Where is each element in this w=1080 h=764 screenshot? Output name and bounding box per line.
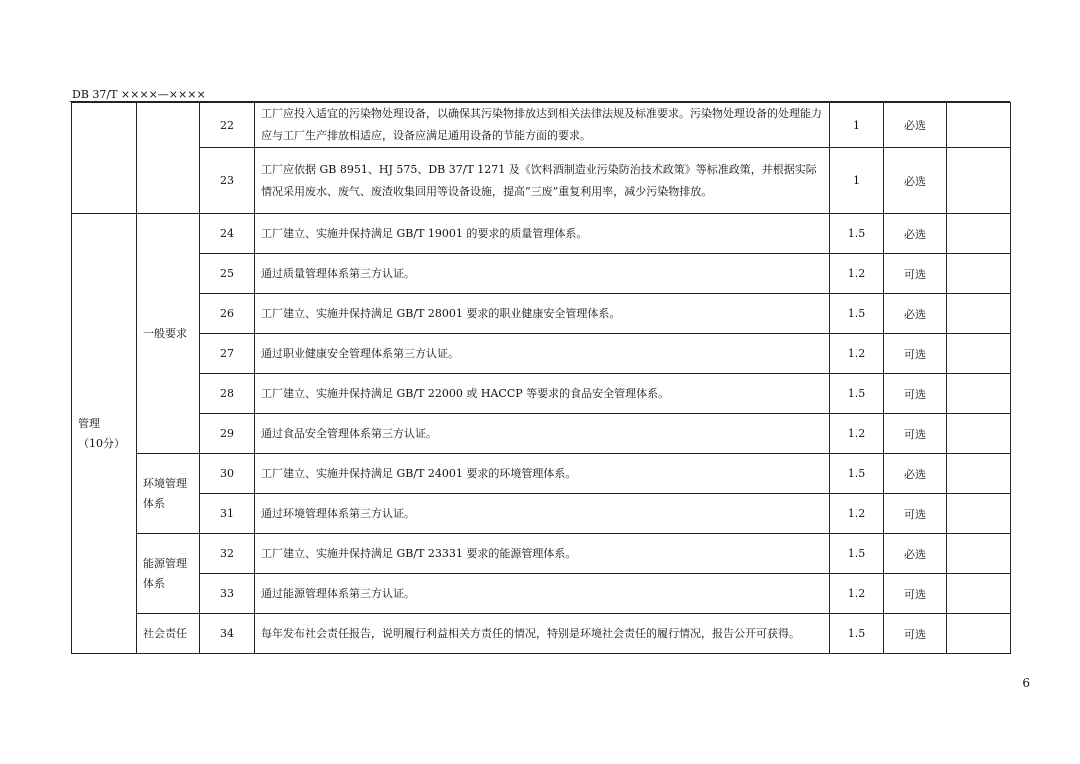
row-number: 27 (200, 334, 255, 374)
score-value: 1.2 (830, 254, 884, 294)
subcategory-energy-line2: 体系 (143, 576, 165, 590)
requirement-type: 可选 (884, 494, 947, 534)
requirement-type: 必选 (884, 534, 947, 574)
requirement-type: 必选 (884, 454, 947, 494)
table-row (72, 614, 1011, 654)
score-value: 1.2 (830, 414, 884, 454)
row-number: 23 (200, 148, 255, 214)
table-row (72, 494, 1011, 534)
requirement-text: 工厂应投入适宜的污染物处理设备，以确保其污染物排放达到相关法律法规及标准要求。污染物处理设备的处理能力应与工厂生产排放相适应，设备应满足通用设备的节能方面的要求。 (255, 103, 830, 148)
requirement-text: 通过职业健康安全管理体系第三方认证。 (255, 334, 830, 374)
subcategory-general: 一般要求 (137, 214, 200, 454)
table-row (72, 103, 1011, 148)
table-row (72, 414, 1011, 454)
requirement-type: 可选 (884, 574, 947, 614)
evaluation-table (71, 102, 1011, 654)
requirement-text: 每年发布社会责任报告，说明履行利益相关方责任的情况，特别是环境社会责任的履行情况，报告公开可获得。 (255, 614, 830, 654)
table-row (72, 374, 1011, 414)
score-value: 1.2 (830, 574, 884, 614)
row-number: 26 (200, 294, 255, 334)
table-row (72, 454, 1011, 494)
self-eval-cell (947, 574, 1011, 614)
requirement-text: 通过食品安全管理体系第三方认证。 (255, 414, 830, 454)
table-row (72, 574, 1011, 614)
table-row (72, 334, 1011, 374)
score-value: 1.5 (830, 374, 884, 414)
requirement-text: 工厂建立、实施并保持满足 GB/T 22000 或 HACCP 等要求的食品安全管理体系。 (255, 374, 830, 414)
self-eval-cell (947, 214, 1011, 254)
score-value: 1 (830, 103, 884, 148)
requirement-type: 必选 (884, 103, 947, 148)
self-eval-cell (947, 614, 1011, 654)
self-eval-cell (947, 494, 1011, 534)
subcategory-env-system (137, 454, 200, 534)
requirement-type: 必选 (884, 294, 947, 334)
requirement-text: 工厂应依据 GB 8951、HJ 575、DB 37/T 1271 及《饮料酒制造业污染防治技术政策》等标准政策，并根据实际情况采用废水、废气、废渣收集回用等设备设施，提高“三废”重复利用率，减少污染物排放。 (255, 148, 830, 214)
category-score: （10分） (78, 436, 125, 450)
self-eval-cell (947, 254, 1011, 294)
self-eval-cell (947, 414, 1011, 454)
page-number: 6 (1022, 676, 1030, 690)
self-eval-cell (947, 148, 1011, 214)
table-row (72, 148, 1011, 214)
requirement-text: 工厂建立、实施并保持满足 GB/T 23331 要求的能源管理体系。 (255, 534, 830, 574)
table-row (72, 534, 1011, 574)
requirement-type: 可选 (884, 614, 947, 654)
subcategory-social: 社会责任 (137, 614, 200, 654)
requirement-text: 工厂建立、实施并保持满足 GB/T 19001 的要求的质量管理体系。 (255, 214, 830, 254)
score-value: 1.5 (830, 454, 884, 494)
row-number: 28 (200, 374, 255, 414)
self-eval-cell (947, 103, 1011, 148)
subcategory-cell-empty (137, 103, 200, 214)
row-number: 31 (200, 494, 255, 534)
category-name: 管理 (78, 416, 100, 430)
row-number: 29 (200, 414, 255, 454)
row-number: 22 (200, 103, 255, 148)
self-eval-cell (947, 334, 1011, 374)
requirement-type: 可选 (884, 254, 947, 294)
row-number: 33 (200, 574, 255, 614)
category-cell-empty (72, 103, 137, 214)
requirement-type: 必选 (884, 148, 947, 214)
requirement-type: 可选 (884, 334, 947, 374)
requirement-text: 通过能源管理体系第三方认证。 (255, 574, 830, 614)
self-eval-cell (947, 374, 1011, 414)
subcategory-energy-system (137, 534, 200, 614)
requirement-text: 通过质量管理体系第三方认证。 (255, 254, 830, 294)
self-eval-cell (947, 534, 1011, 574)
requirement-type: 可选 (884, 374, 947, 414)
table-row (72, 254, 1011, 294)
requirement-text: 工厂建立、实施并保持满足 GB/T 24001 要求的环境管理体系。 (255, 454, 830, 494)
score-value: 1 (830, 148, 884, 214)
category-management (72, 214, 137, 654)
requirement-type: 可选 (884, 414, 947, 454)
score-value: 1.2 (830, 494, 884, 534)
requirement-type: 必选 (884, 214, 947, 254)
self-eval-cell (947, 454, 1011, 494)
subcategory-energy-line1: 能源管理 (143, 556, 187, 570)
table-row (72, 214, 1011, 254)
score-value: 1.5 (830, 534, 884, 574)
score-value: 1.5 (830, 614, 884, 654)
row-number: 25 (200, 254, 255, 294)
score-value: 1.5 (830, 294, 884, 334)
requirement-text: 通过环境管理体系第三方认证。 (255, 494, 830, 534)
score-value: 1.5 (830, 214, 884, 254)
score-value: 1.2 (830, 334, 884, 374)
subcategory-env-line2: 体系 (143, 496, 165, 510)
row-number: 34 (200, 614, 255, 654)
table-row (72, 294, 1011, 334)
row-number: 32 (200, 534, 255, 574)
row-number: 30 (200, 454, 255, 494)
self-eval-cell (947, 294, 1011, 334)
document-code: DB 37/T ××××—×××× (72, 88, 206, 101)
requirement-text: 工厂建立、实施并保持满足 GB/T 28001 要求的职业健康安全管理体系。 (255, 294, 830, 334)
row-number: 24 (200, 214, 255, 254)
subcategory-env-line1: 环境管理 (143, 476, 187, 490)
